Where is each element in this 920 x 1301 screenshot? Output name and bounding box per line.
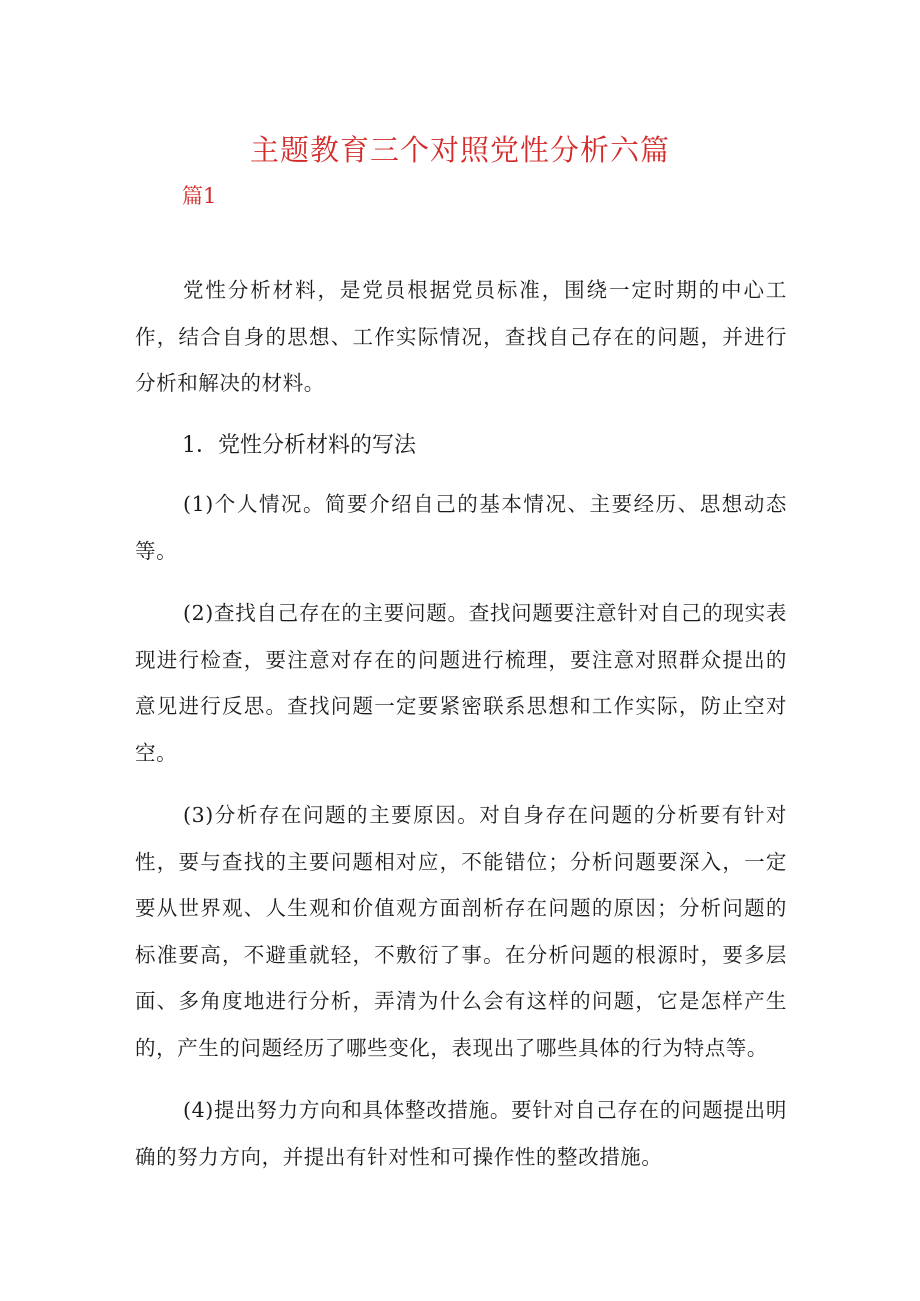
section-heading: 1．党性分析材料的写法 bbox=[182, 433, 416, 458]
document-title: 主题教育三个对照党性分析六篇 bbox=[249, 133, 670, 167]
paragraph-4: (4)提出努力方向和具体整改措施。要针对自己存在的问题提出明确的努力方向，并提出有针对性和可操作性的整改措施。 bbox=[135, 1098, 787, 1169]
paragraph-3: (3)分析存在问题的主要原因。对自身存在问题的分析要有针对性，要与查找的主要问题相对应，不能错位；分析问题要深入，一定要从世界观、人生观和价值观方面剖析存在问题的原因；分析问题的标准要高，不避重就轻，不敷衍了事。在分析问题的根源时，要多层面、多角度地进行分析，弄清为什么会有这样的问题，它是怎样产生的，产生的问题经历了哪些变化，表现出了哪些具体的行为特点等。 bbox=[135, 803, 787, 1060]
paragraph-1: (1)个人情况。简要介绍自己的基本情况、主要经历、思想动态等。 bbox=[135, 492, 787, 563]
section-label: 篇1 bbox=[182, 184, 217, 208]
paragraph-2: (2)查找自己存在的主要问题。查找问题要注意针对自己的现实表现进行检查，要注意对存在的问题进行梳理，要注意对照群众提出的意见进行反思。查找问题一定要紧密联系思想和工作实际，防止空对空。 bbox=[135, 601, 787, 765]
intro-paragraph: 党性分析材料，是党员根据党员标准，围绕一定时期的中心工作，结合自身的思想、工作实际情况，查找自己存在的问题，并进行分析和解决的材料。 bbox=[135, 278, 787, 395]
